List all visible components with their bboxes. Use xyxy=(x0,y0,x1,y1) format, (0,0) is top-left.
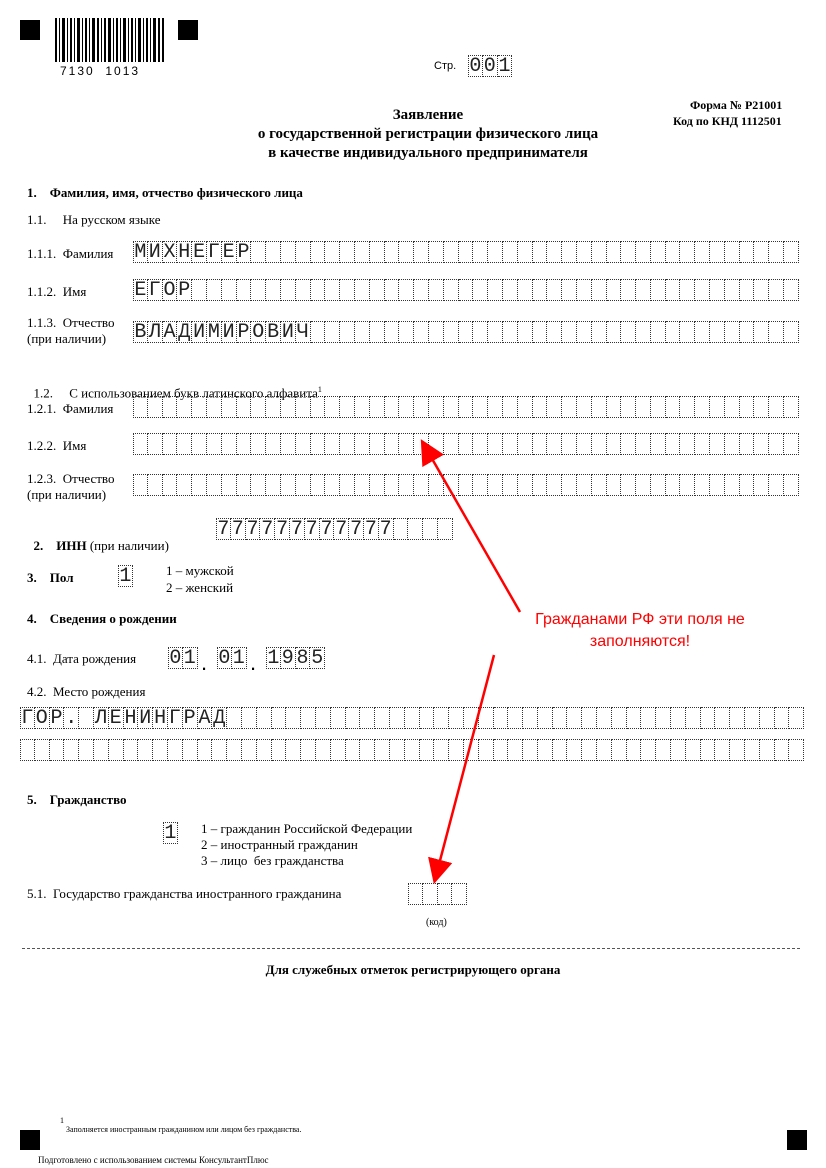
sex-label: 3. Пол xyxy=(27,570,74,585)
annotation-note xyxy=(500,609,780,653)
lat-surname-label: 1.2.1. Фамилия xyxy=(27,401,114,416)
form-cell: Р xyxy=(237,320,250,344)
form-cell: 0 xyxy=(483,54,496,78)
lat-patronymic-label: 1.2.3. Отчество xyxy=(27,471,115,486)
section-1-2-text: 1.2. С использованием букв латинского алфавита xyxy=(33,385,318,401)
barcode-number: 7130 1013 xyxy=(60,64,141,78)
form-cell: Д xyxy=(178,320,191,344)
form-cell: 7 xyxy=(305,517,318,541)
inn-label-bold: 2. ИНН xyxy=(33,538,87,553)
sex-option-male: 1 – мужской xyxy=(166,563,234,578)
form-cell: 0 xyxy=(469,54,482,78)
form-cell: 1 xyxy=(183,646,196,670)
form-cell: М xyxy=(134,240,147,264)
form-cell: Н xyxy=(154,706,167,730)
form-cell: О xyxy=(163,278,176,302)
form-cell: 7 xyxy=(276,517,289,541)
form-cell: Р xyxy=(50,706,63,730)
form-cell: Е xyxy=(222,240,235,264)
citizenship-option-2: 2 – иностранный гражданин xyxy=(201,837,358,852)
form-cell: Е xyxy=(193,240,206,264)
code-caption: (код) xyxy=(426,917,447,928)
form-cell: А xyxy=(163,320,176,344)
form-cell: Р xyxy=(178,278,191,302)
inn-label-note: (при наличии) xyxy=(86,538,169,553)
form-number: Форма № Р21001 xyxy=(690,98,783,112)
form-cell: 7 xyxy=(350,517,363,541)
form-cell: Г xyxy=(207,240,220,264)
patronymic-note: (при наличии) xyxy=(27,331,107,346)
footnote-text: Заполняется иностранным гражданином или лицом без гражданства. xyxy=(66,1125,302,1134)
name-label: 1.1.2. Имя xyxy=(27,284,87,299)
annotation-line-2: заполняются! xyxy=(589,633,691,650)
form-cell: И xyxy=(222,320,235,344)
section-5-title: 5. Гражданство xyxy=(27,792,127,807)
form-cell: 7 xyxy=(335,517,348,541)
form-cell: 1 xyxy=(164,821,177,845)
form-cell: 1 xyxy=(232,646,245,670)
sex-option-female: 2 – женский xyxy=(166,580,234,595)
form-cell: 1 xyxy=(267,646,280,670)
footnote-ref: 1 xyxy=(317,385,322,394)
form-cell: Г xyxy=(148,278,161,302)
form-cell: Н xyxy=(178,240,191,264)
official-marks-title: Для служебных отметок регистрирующего органа xyxy=(265,962,561,977)
citizenship-option-3: 3 – лицо без гражданства xyxy=(201,853,344,868)
form-cell: Л xyxy=(148,320,161,344)
form-cell: 7 xyxy=(290,517,303,541)
arrow-to-foreign-state xyxy=(437,655,494,872)
form-cell: 7 xyxy=(261,517,274,541)
title-line-2: о государственной регистрации физического лица xyxy=(257,126,599,142)
form-cell: Х xyxy=(163,240,176,264)
section-1-1-title: 1.1. На русском языке xyxy=(27,212,161,227)
form-cell: В xyxy=(267,320,280,344)
form-cell: 7 xyxy=(231,517,244,541)
form-cell: 1 xyxy=(498,54,511,78)
date-separator-2: . xyxy=(250,650,257,675)
form-cell: 1 xyxy=(119,564,132,588)
lat-patronymic-note: (при наличии) xyxy=(27,487,107,502)
title-line-3: в качестве индивидуального предпринимателя xyxy=(268,145,588,161)
birthplace-label: 4.2. Место рождения xyxy=(27,684,146,699)
form-cell: А xyxy=(198,706,211,730)
form-cell: 0 xyxy=(169,646,182,670)
form-cell: 9 xyxy=(281,646,294,670)
form-cell: Н xyxy=(124,706,137,730)
page-label: Стр. xyxy=(434,60,457,72)
form-cell: 0 xyxy=(218,646,231,670)
form-cell: О xyxy=(35,706,48,730)
section-1-title: 1. Фамилия, имя, отчество физического лица xyxy=(27,185,303,200)
form-cell: 8 xyxy=(296,646,309,670)
form-cell: 7 xyxy=(364,517,377,541)
form-cell: Е xyxy=(134,278,147,302)
date-separator-1: . xyxy=(201,650,208,675)
surname-label: 1.1.1. Фамилия xyxy=(27,246,114,261)
form-cell: О xyxy=(252,320,265,344)
form-cell: 7 xyxy=(379,517,392,541)
form-cell: В xyxy=(134,320,147,344)
form-cell: Д xyxy=(213,706,226,730)
footer-credit: Подготовлено с использованием системы КонсультантПлюс xyxy=(38,1155,269,1165)
form-cell: 7 xyxy=(246,517,259,541)
form-cell: И xyxy=(281,320,294,344)
form-cell: 7 xyxy=(217,517,230,541)
citizenship-option-1: 1 – гражданин Российской Федерации xyxy=(201,821,413,836)
form-cell: И xyxy=(139,706,152,730)
patronymic-label: 1.1.3. Отчество xyxy=(27,315,115,330)
knd-code: Код по КНД 1112501 xyxy=(673,114,782,128)
form-cell: Е xyxy=(109,706,122,730)
foreign-state-label: 5.1. Государство гражданства иностранного гражданина xyxy=(27,886,342,901)
form-cell: Р xyxy=(183,706,196,730)
footnote-mark: 1 xyxy=(60,1116,64,1125)
form-cell: Ч xyxy=(296,320,309,344)
arrow-to-latin-fields xyxy=(427,450,520,612)
form-cell: И xyxy=(148,240,161,264)
birthdate-label: 4.1. Дата рождения xyxy=(27,651,137,666)
form-cell: И xyxy=(193,320,206,344)
lat-name-label: 1.2.2. Имя xyxy=(27,438,87,453)
form-cell: 5 xyxy=(311,646,324,670)
form-cell: Г xyxy=(168,706,181,730)
title-line-1: Заявление xyxy=(392,107,464,123)
section-4-title: 4. Сведения о рождении xyxy=(27,611,177,626)
form-cell: 7 xyxy=(320,517,333,541)
form-cell: М xyxy=(207,320,220,344)
form-cell: . xyxy=(65,706,78,730)
annotation-line-1: Гражданами РФ эти поля не xyxy=(535,611,745,628)
form-cell: Р xyxy=(237,240,250,264)
form-cell: Г xyxy=(21,706,34,730)
form-cell: Л xyxy=(94,706,107,730)
